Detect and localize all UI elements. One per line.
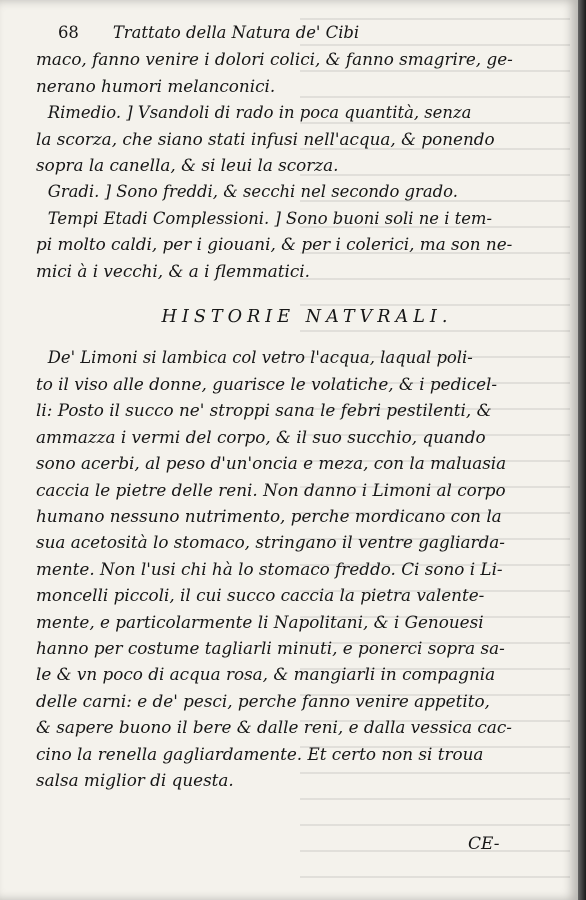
text-line: la scorza, che siano stati infusi nell'acqua, & ponendo [36, 128, 495, 149]
text-line: Rimedio. ] Vsandoli di rado in poca quantità, senza [47, 102, 472, 123]
text-line: nerano humori melanconici. [36, 75, 276, 96]
text-line: delle carni: e de' pesci, perche fanno venire appetito, [36, 690, 490, 711]
text-line: sono acerbi, al peso d'un'oncia e meza, con la maluasia [36, 453, 507, 474]
running-title: Trattato della Natura de' Cibi [112, 23, 360, 42]
text-line: De' Limoni si lambica col vetro l'acqua, laqual poli- [47, 347, 473, 368]
text-line: & sapere buono il bere & dalle reni, e dalla vessica cac- [36, 717, 512, 738]
text-line: humano nessuno nutrimento, perche mordicano con la [36, 505, 502, 526]
text-line: Gradi. ] Sono freddi, & secchi nel secondo grado. [47, 181, 458, 202]
text-line: li: Posto il succo ne' stroppi sana le febri pestilenti, & [36, 400, 492, 421]
running-header [36, 20, 550, 46]
text-line: maco, fanno venire i dolori colici, & fanno smagrire, ge- [36, 49, 513, 70]
text-line: mici à i vecchi, & a i flemmatici. [36, 260, 310, 281]
page-number: 68 [58, 23, 79, 42]
text-line: ammazza i vermi del corpo, & il suo succhio, quando [36, 426, 486, 447]
text-line: mente. Non l'usi chi hà lo stomaco freddo. Ci sono i Li- [36, 558, 503, 579]
text-line: sopra la canella, & si leui la scorza. [36, 155, 339, 176]
text-line: sua acetosità lo stomaco, stringano il ventre gagliarda- [36, 532, 505, 553]
text-line: moncelli piccoli, il cui succo caccia la pietra valente- [36, 585, 485, 606]
page-edge-shadow [578, 0, 586, 900]
page-text [36, 20, 550, 793]
text-line: to il viso alle donne, guarisce le volatiche, & i pedicel- [36, 373, 498, 394]
text-line: le & vn poco di acqua rosa, & mangiarli in compagnia [36, 664, 496, 685]
text-line: salsa miglior di questa. [36, 769, 234, 790]
text-line: Tempi Etadi Complessioni. ] Sono buoni soli ne i tem- [47, 207, 493, 228]
text-line: caccia le pietre delle reni. Non danno i Limoni al corpo [36, 479, 506, 500]
section-title: HISTORIE NATVRALI. [161, 307, 453, 328]
text-line: hanno per costume tagliarli minuti, e ponerci sopra sa- [36, 637, 505, 658]
text-line: pi molto caldi, per i giouani, & per i colerici, ma son ne- [36, 234, 513, 255]
text-line: mente, e particolarmente li Napolitani, & i Genouesi [36, 611, 484, 632]
catchword: CE- [468, 834, 500, 854]
text-line: cino la renella gagliardamente. Et certo non si troua [36, 743, 484, 764]
